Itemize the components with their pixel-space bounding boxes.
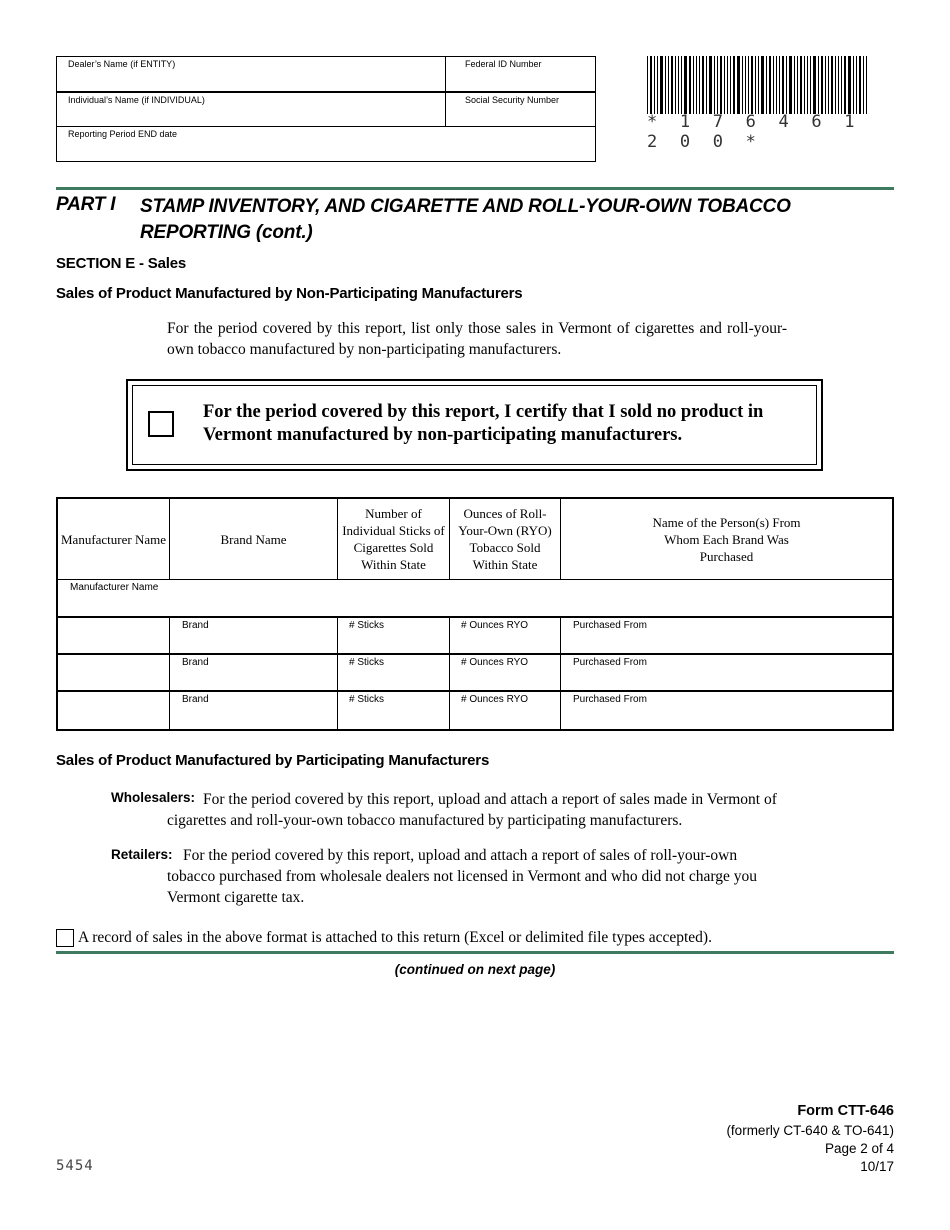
barcode-bar [727,56,728,114]
period-end-field[interactable]: Reporting Period END date [68,129,178,139]
barcode-bar [650,56,652,114]
barcode-bar [818,56,819,114]
barcode-bar [709,56,712,114]
barcode-bar [689,56,691,114]
sticks-field[interactable]: # Sticks [349,694,385,705]
barcode-bar [761,56,764,114]
barcode-bar [730,56,731,114]
retailers-label: Retailers: [111,847,173,862]
form-formerly: (formerly CT-640 & TO-641) [726,1123,894,1138]
barcode-bar [800,56,802,114]
retailers-paragraph [111,846,173,864]
taxpayer-info-box [56,56,596,162]
barcode-bar [668,56,669,114]
part-label: PART I [56,194,116,215]
barcode-bar [769,56,771,114]
barcode-bar [804,56,805,114]
barcode-bar [766,56,767,114]
barcode [647,56,892,114]
section-heading: SECTION E - Sales [56,255,186,272]
part-title: STAMP INVENTORY, AND CIGARETTE AND ROLL-YOUR-OWN TOBACCO REPORTING (cont.) [140,196,791,243]
barcode-bar [782,56,784,114]
barcode-bar [758,56,759,114]
federal-id-field[interactable]: Federal ID Number [465,59,542,69]
sticks-field[interactable]: # Sticks [349,657,385,668]
ounces-field[interactable]: # Ounces RYO [461,694,529,705]
barcode-bar [789,56,792,114]
wholesalers-text: For the period covered by this report, upload and attach a report of sales made in Vermont of cigarettes and roll-your-own tobacco manufactured by participating manufacturers. [167,791,777,829]
barcode-bar [714,56,715,114]
col-header-manufacturer: Manufacturer Name [60,531,167,547]
barcode-bar [699,56,700,114]
barcode-bar [755,56,756,114]
individual-name-field[interactable]: Individual’s Name (if INDIVIDUAL) [68,95,205,105]
barcode-bar [813,56,816,114]
barcode-bar [810,56,811,114]
barcode-bar [733,56,735,114]
barcode-bar [693,56,694,114]
barcode-bar [657,56,658,114]
barcode-bar [853,56,854,114]
barcode-bar [675,56,676,114]
barcode-bar [706,56,707,114]
barcode-bar [654,56,655,114]
col-header-ounces: Ounces of Roll-Your-Own (RYO) Tobacco Sold Within State [458,506,552,572]
form-code: 5454 [56,1158,94,1174]
dealer-name-field[interactable]: Dealer’s Name (if ENTITY) [68,59,176,69]
col-header-purchased-from: Name of the Person(s) From Whom Each Brand Was Purchased [652,514,801,564]
form-number: Form CTT-646 [797,1103,894,1119]
certify-text: For the period covered by this report, I certify that I sold no product in Vermont manufactured by non-participating manufacturers. [203,402,764,445]
barcode-bar [742,56,743,114]
barcode-bar [863,56,864,114]
barcode-bar [856,56,857,114]
ounces-field[interactable]: # Ounces RYO [461,657,529,668]
barcode-bar [720,56,722,114]
barcode-bar [828,56,829,114]
barcode-bar [807,56,808,114]
barcode-bar [825,56,826,114]
barcode-bar [660,56,663,114]
barcode-bar [748,56,749,114]
manufacturer-name-field[interactable]: Manufacturer Name [70,582,159,593]
brand-field[interactable]: Brand [182,657,209,668]
barcode-bar [821,56,823,114]
barcode-bar [737,56,740,114]
brand-field[interactable]: Brand [182,694,209,705]
barcode-bar [681,56,682,114]
barcode-bar [678,56,679,114]
purchased-from-field[interactable]: Purchased From [573,620,647,631]
barcode-bar [794,56,795,114]
barcode-bar [841,56,842,114]
barcode-bar [745,56,746,114]
wholesalers-label: Wholesalers: [111,790,196,805]
attached-record-text: A record of sales in the above format is attached to this return (Excel or delimited file types accepted). [78,929,712,946]
brand-field[interactable]: Brand [182,620,209,631]
barcode-bar [776,56,777,114]
pm-heading: Sales of Product Manufactured by Participating Manufacturers [56,752,490,769]
barcode-bar [779,56,780,114]
col-header-brand: Brand Name [220,531,287,547]
barcode-bar [835,56,836,114]
barcode-bar [724,56,725,114]
barcode-bar [696,56,697,114]
barcode-bar [844,56,846,114]
certification-box [126,379,823,471]
barcode-bar [797,56,798,114]
section-divider [56,187,894,190]
barcode-bar [866,56,867,114]
continued-note: (continued on next page) [394,962,556,977]
attached-record-checkbox[interactable] [56,929,74,947]
barcode-bar [684,56,687,114]
purchased-from-field[interactable]: Purchased From [573,657,647,668]
certify-checkbox[interactable] [148,411,174,437]
retailers-text: For the period covered by this report, upload and attach a report of sales of roll-your-own tobacco purchased from wholesale dealers not licensed in Vermont and who did not charge you Vermont cigarette tax. [167,847,757,906]
page-number: Page 2 of 4 [824,1141,894,1156]
barcode-bar [848,56,851,114]
purchased-from-field[interactable]: Purchased From [573,694,647,705]
barcode-bar [702,56,704,114]
npm-sales-table [56,497,894,731]
sticks-field[interactable]: # Sticks [349,620,385,631]
revision-date: 10/17 [860,1159,894,1174]
barcode-bar [786,56,787,114]
ssn-field[interactable]: Social Security Number [465,95,560,105]
barcode-bar [671,56,673,114]
barcode-bar [751,56,753,114]
section-divider [56,951,894,954]
barcode-bar [717,56,718,114]
npm-heading: Sales of Product Manufactured by Non-Participating Manufacturers [56,285,523,302]
barcode-bar [773,56,774,114]
barcode-bar [859,56,861,114]
barcode-bar [647,56,648,114]
npm-instructions: For the period covered by this report, list only those sales in Vermont of cigarettes and roll-your-own tobacco manufactured by non-participating manufacturers. [167,320,787,358]
barcode-bar [838,56,839,114]
barcode-text: * 1 7 6 4 6 1 2 0 0 * [647,112,861,152]
col-header-sticks: Number of Individual Sticks of Cigarettes Sold Within State [342,506,445,572]
ounces-field[interactable]: # Ounces RYO [461,620,529,631]
barcode-bar [831,56,833,114]
barcode-bar [665,56,666,114]
